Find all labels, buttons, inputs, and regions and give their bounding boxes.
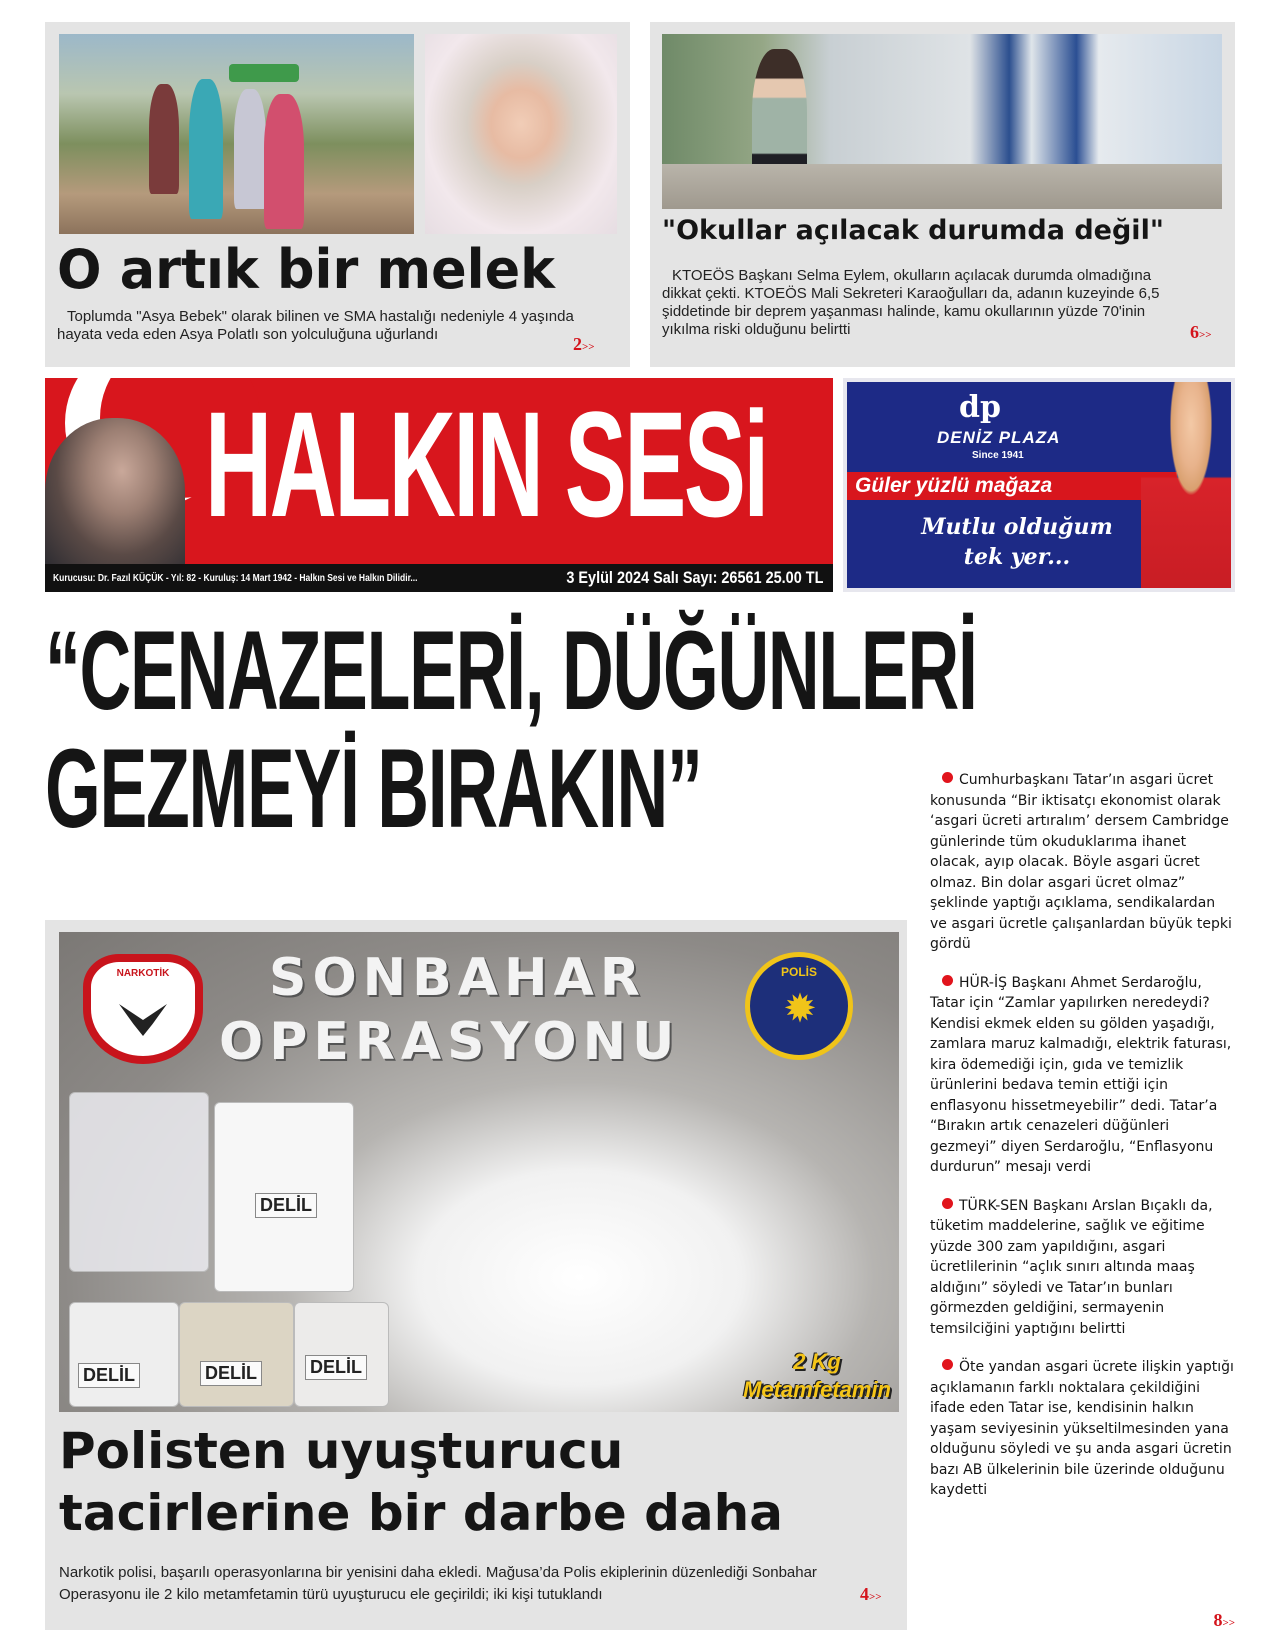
eagle-icon bbox=[119, 996, 167, 1036]
evidence-label: DELİL bbox=[78, 1363, 140, 1388]
arrow-icon: >> bbox=[1222, 1617, 1235, 1629]
evidence-bag bbox=[69, 1092, 209, 1272]
ad-brand: DENİZ PLAZA bbox=[937, 428, 1061, 447]
deniz-plaza-advert[interactable] bbox=[843, 378, 1235, 592]
badge-label: NARKOTİK bbox=[116, 968, 170, 979]
operation-name-line: OPERASYONU bbox=[219, 1012, 681, 1072]
mourner-figure bbox=[149, 84, 179, 194]
seizure-amount-label bbox=[743, 1348, 891, 1404]
teaser-schools[interactable] bbox=[650, 22, 1235, 367]
teaser-summary: Toplumda "Asya Bebek" olarak bilinen ve SMA hastalığı nedeniyle 4 yaşında hayata veda eden Asya Polatlı son yolculuğuna uğurlandı bbox=[57, 308, 574, 343]
woman-figure bbox=[752, 49, 807, 209]
newspaper-logo[interactable]: HALKIN SESi bbox=[205, 380, 767, 548]
seizure-substance: Metamfetamin bbox=[743, 1377, 891, 1402]
arrow-icon: >> bbox=[869, 1591, 882, 1603]
evidence-bag bbox=[69, 1302, 179, 1407]
page-reference[interactable] bbox=[1190, 322, 1212, 343]
bullet-icon bbox=[942, 772, 953, 783]
brand-logo-icon: dp bbox=[959, 390, 1001, 425]
page-number: 8 bbox=[1213, 1610, 1223, 1630]
paragraph-text: Cumhurbaşkanı Tatar’ın asgari ücret konusunda “Bir iktisatçı ekonomist olarak ‘asgari ücreti artıralım’ dersem Cambridge günlerinde tüm okuduklarıma ihanet olacak, ayıp olacak. Böyle asgari ücret olmaz. Bin dolar asgari ücret olmaz” şeklinde yaptığı açıklama, sendikalardan ve asgari ücretle çalışanlardan büyük tepki gördü bbox=[930, 772, 1232, 952]
evidence-bag bbox=[294, 1302, 389, 1407]
child-photo bbox=[425, 34, 617, 234]
teaser-title[interactable]: O artık bir melek bbox=[57, 238, 555, 301]
news-paragraph bbox=[930, 1196, 1235, 1340]
coffin-shape bbox=[229, 64, 299, 82]
page-reference[interactable] bbox=[1213, 1610, 1235, 1631]
police-badge-icon bbox=[745, 952, 853, 1060]
evidence-label: DELİL bbox=[305, 1355, 367, 1380]
mourner-figure bbox=[189, 79, 223, 219]
paragraph-text: Öte yandan asgari ücrete ilişkin yaptığı açıklamanın farklı noktalara çekildiğini ifade eden Tatar ise, kendisinin halkın yaşam seviyesinin yükseltilmesinden yana olduğunu söyledi ve şu anda asgari ücretin bazı AB ülkelerinin bile üzerinde olduğunu kaydetti bbox=[930, 1359, 1234, 1498]
story-title-line: tacirlerine bir darbe daha bbox=[59, 1484, 783, 1542]
masthead bbox=[45, 378, 833, 592]
page-reference[interactable] bbox=[860, 1584, 882, 1605]
main-headline[interactable] bbox=[45, 608, 977, 851]
arrow-icon: >> bbox=[582, 341, 595, 353]
page-number: 6 bbox=[1190, 322, 1199, 342]
news-paragraph bbox=[930, 1357, 1235, 1501]
badge-label: POLİS bbox=[780, 965, 817, 979]
page-reference[interactable] bbox=[573, 334, 595, 355]
story-title-line: Polisten uyuşturucu bbox=[59, 1422, 624, 1480]
headline-line: “CENAZELERİ, DÜĞÜNLERİ bbox=[45, 608, 977, 733]
page-number: 2 bbox=[573, 334, 582, 354]
story-summary: Narkotik polisi, başarılı operasyonlarına bir yenisini daha ekledi. Mağusa’da Polis ekiplerinin düzenlediği Sonbahar Operasyonu ile 2 kilo metamfetamin türü uyuşturucu ele geçirildi; iki kişi tutuklandı bbox=[59, 1564, 817, 1603]
narcotics-badge-icon bbox=[83, 954, 203, 1064]
evidence-label: DELİL bbox=[255, 1193, 317, 1218]
news-paragraph bbox=[930, 770, 1235, 955]
operation-name-line: SONBAHAR bbox=[269, 948, 646, 1008]
ad-model-photo bbox=[1141, 382, 1235, 592]
teaser-summary: KTOEÖS Başkanı Selma Eylem, okulların açılacak durumda olmadığına dikkat çekti. KTOEÖS Mali Sekreteri Karaoğulları da, adanın kuzeyinde 6,5 şiddetinde bir deprem yaşanması halinde, kamu okullarının yüzde 70'inin yıkılma riski olduğunu belirtti bbox=[662, 267, 1160, 338]
evidence-bag bbox=[214, 1102, 354, 1292]
drug-operation-story[interactable] bbox=[45, 920, 907, 1630]
paragraph-text: TÜRK-SEN Başkanı Arslan Bıçaklı da, tüketim maddelerine, sağlık ve eğitime yüzde 300 zam yapıldığını, asgari ücretlilerinin “açlık sınırı altında maaş aldığını” söyledi ve Tatar’ın bunları görmezden geldiğini, sermayenin temsilciğini yaptığını belirtti bbox=[930, 1197, 1213, 1337]
school-photo bbox=[662, 34, 1222, 209]
mourner-figure bbox=[234, 89, 266, 209]
bullet-icon bbox=[942, 1198, 953, 1209]
star-icon: ✹ bbox=[783, 987, 817, 1031]
mourner-figure bbox=[264, 94, 304, 229]
founder-line: Kurucusu: Dr. Fazıl KÜÇÜK - Yıl: 82 - Kuruluş: 14 Mart 1942 - Halkın Sesi ve Halkın Dilidir... bbox=[53, 572, 418, 584]
arrow-icon: >> bbox=[1199, 329, 1212, 341]
headline-line: GEZMEYİ BIRAKIN” bbox=[45, 726, 702, 851]
ad-slogan-line: tek yer... bbox=[963, 544, 1071, 570]
wage-story-column bbox=[930, 770, 1235, 1519]
ad-since: Since 1941 bbox=[972, 450, 1024, 461]
funeral-photo bbox=[59, 34, 414, 234]
teaser-title[interactable]: "Okullar açılacak durumda değil" bbox=[662, 215, 1164, 246]
news-paragraph bbox=[930, 973, 1235, 1178]
bullet-icon bbox=[942, 975, 953, 986]
story-title[interactable] bbox=[59, 1420, 783, 1544]
founder-portrait bbox=[45, 418, 185, 570]
ad-slogan bbox=[867, 512, 1167, 572]
page-number: 4 bbox=[860, 1584, 869, 1604]
ad-slogan-line: Mutlu olduğum bbox=[921, 514, 1113, 540]
ad-tagline: Güler yüzlü mağaza bbox=[847, 472, 1177, 500]
paragraph-text: HÜR-İŞ Başkanı Ahmet Serdaroğlu, Tatar için “Zamlar yapılırken neredeydi? Kendisi ekmek elden su gölden yaşadığı, zamlara maruz kalmadığı, elektrik faturası, kira ödemediği için, gıda ve temizlik ürünlerini bedava temin ettiği için enflasyonu hissetmeyebilir” dedi. Tatar’a “Bırakın artık cenazeleri düğünleri gezmeyi” diyen Serdaroğlu, “Enflasyonu durdurun” mesajı verdi bbox=[930, 974, 1232, 1175]
issue-info: 3 Eylül 2024 Salı Sayı: 26561 25.00 TL bbox=[565, 568, 823, 587]
bullet-icon bbox=[942, 1359, 953, 1370]
drug-seizure-photo bbox=[59, 932, 899, 1412]
evidence-bag bbox=[179, 1302, 294, 1407]
evidence-label: DELİL bbox=[200, 1361, 262, 1386]
teaser-funeral[interactable] bbox=[45, 22, 630, 367]
seizure-amount: 2 Kg bbox=[793, 1349, 841, 1374]
masthead-info-bar bbox=[45, 564, 833, 592]
